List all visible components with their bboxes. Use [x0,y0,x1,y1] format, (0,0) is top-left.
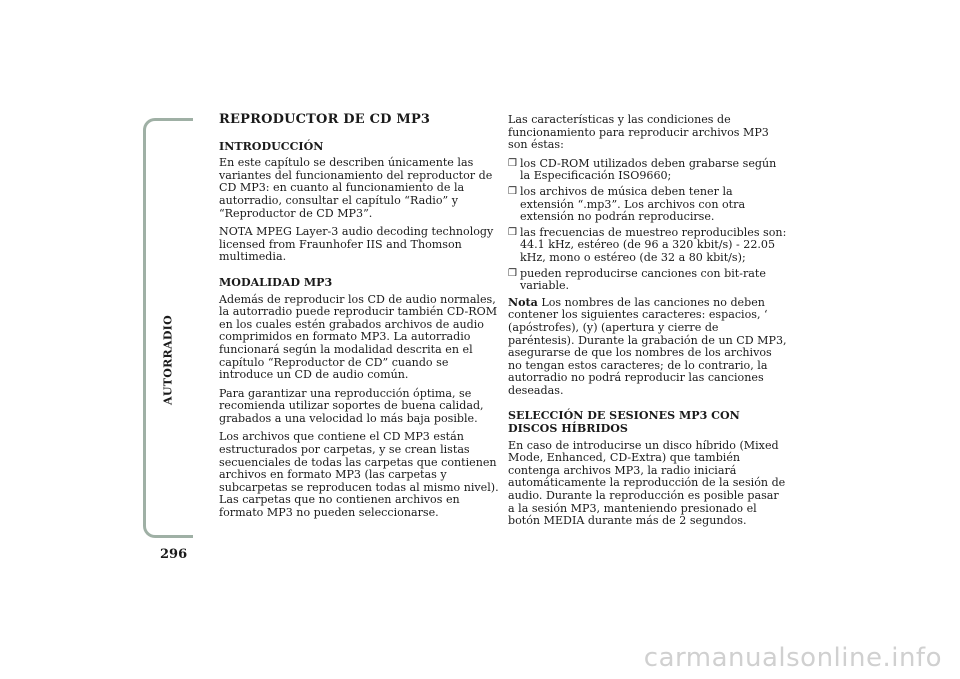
intro-paragraph-1: En este capítulo se describen únicamente las variantes del funcionamiento del reproductor de CD MP3: en cuanto al funcionamiento de la autorradio, consultar el capítulo “Radio” y “Reproductor de CD MP3”. [219,156,493,220]
right-column [508,114,788,534]
hybrid-paragraph: En caso de introducirse un disco híbrido (Mixed Mode, Enhanced, CD-Extra) que también contenga archivos MP3, la radio iniciará automáticamente la reproducción de la sesión de audio. Durante la reproducción es posible pasar a la sesión MP3, manteniendo presionado el botón MEDIA durante más de 2 segundos. [508,438,786,528]
page-title: REPRODUCTOR DE CD MP3 [219,112,431,127]
list-item: ❒ las frecuencias de muestreo reproducibles son: 44.1 kHz, estéreo (de 96 a 320 kbit/s) - 22.05 kHz, mono o estéreo (de 32 a 80 kbit/s); [508,225,787,264]
conditions-list [508,158,788,293]
nota-label: Nota [508,295,538,309]
conditions-intro: Las características y las condiciones de funcionamiento para reproducir archivos MP3 son éstas: [508,113,769,152]
watermark: carmanualsonline.info [643,643,942,673]
checkbox-bullet-icon: ❒ [508,157,517,169]
mode-heading: MODALIDAD MP3 [219,275,333,289]
nota-paragraph [508,297,788,398]
mode-paragraph-2: Para garantizar una reproducción óptima, se recomienda utilizar soportes de buena calidad, grabados a una velocidad lo más baja posible. [219,386,484,425]
left-column [219,114,499,526]
mode-paragraph-3: Los archivos que contiene el CD MP3 están estructurados por carpetas, y se crean listas secuenciales de todas las carpetas que contienen archivos en formato MP3 (las carpetas y subcarpetas se reproducen todas al mismo nivel). Las carpetas que no contienen archivos en formato MP3 no pueden seleccionarse. [219,430,499,520]
nota-text: Los nombres de las canciones no deben contener los siguientes caracteres: espacios, ‘ (apóstrofes), (y) (apertura y cierre de paréntesis). Durante la grabación de un CD MP3, asegurarse de que los nombres de los archivos no tengan estos caracteres; de lo contrario, la autorradio no podrá reproducir las canciones deseadas. [508,295,787,397]
page-number: 296 [160,547,188,562]
checkbox-bullet-icon: ❒ [508,226,517,238]
checkbox-bullet-icon: ❒ [508,267,517,279]
section-side-label: AUTORRADIO [161,315,175,405]
list-item: ❒ los CD-ROM utilizados deben grabarse según la Especificación ISO9660; [508,156,777,183]
list-item: ❒ pueden reproducirse canciones con bit-rate variable. [508,266,766,293]
mode-paragraph-1: Además de reproducir los CD de audio normales, la autorradio puede reproducir también CD-ROM en los cuales estén grabados archivos de audio comprimidos en formato MP3. La autorradio funcionará según la modalidad descrita en el capítulo “Reproductor de CD” cuando se introduce un CD de audio común. [219,292,498,382]
intro-heading: INTRODUCCIÓN [219,139,324,153]
intro-paragraph-2: NOTA MPEG Layer-3 audio decoding technology licensed from Fraunhofer IIS and Thomson multimedia. [219,225,494,264]
list-item: ❒ los archivos de música deben tener la extensión “.mp3”. Los archivos con otra extensión no podrán reproducirse. [508,184,746,224]
checkbox-bullet-icon: ❒ [508,185,517,197]
hybrid-heading: SELECCIÓN DE SESIONES MP3 CON DISCOS HÍBRIDOS [508,409,740,436]
